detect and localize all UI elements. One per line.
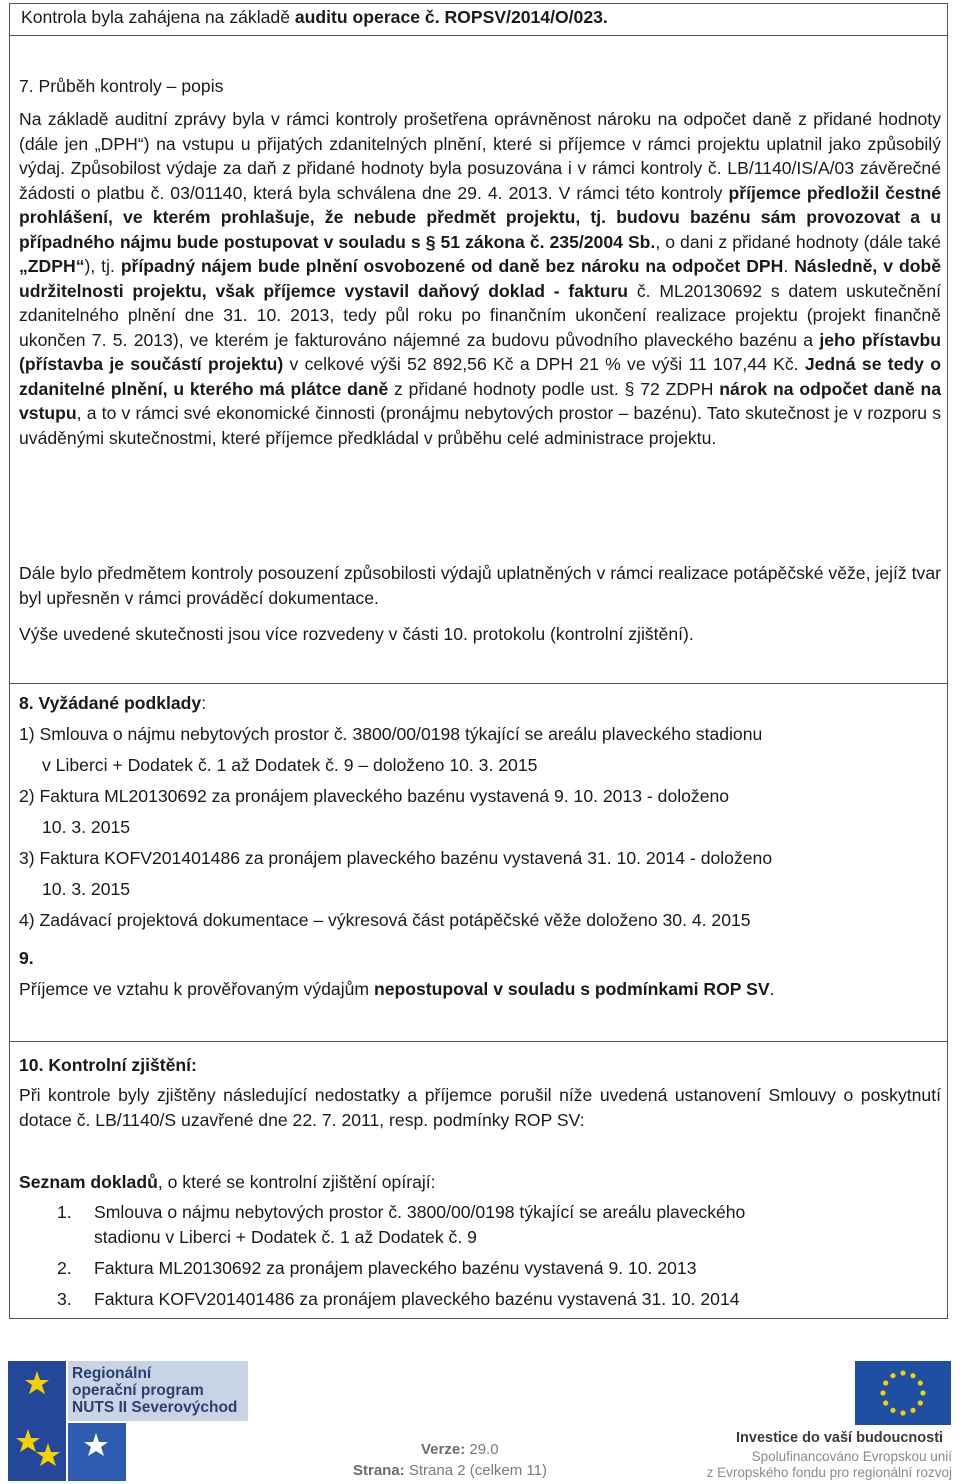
footer-version-value: 29.0 — [469, 1441, 499, 1458]
section-7-paragraph-1-run: případný nájem bude plnění osvobozené od daně bez nároku na odpočet DPH — [120, 256, 784, 276]
section-7-title: 7. Průběh kontroly – popis — [19, 76, 224, 96]
evidence-item-1-line-2: stadionu v Liberci + Dodatek č. 1 až Dodatek č. 9 — [94, 1227, 477, 1247]
section-7-paragraph-1-run: „ZDPH“ — [19, 256, 85, 276]
section-9-text — [19, 977, 774, 1001]
section-7-paragraph-1-run: Následně, v době udržitelnosti projektu, však příjemce vystavil daňový doklad - fakturu — [19, 256, 941, 301]
section-8-title-bold: 8. Vyžádané podklady — [19, 693, 202, 713]
section-7-paragraph-1-run: , a to v rámci své ekonomické činnosti (pronájmu nebytových prostor – bazénu). Tato skutečnost je v rozporu s uváděnými skutečnostmi, které příjemce předkládal v průběhu celé administrace projektu. — [19, 403, 941, 448]
doc-item-3-line-2: 10. 3. 2015 — [42, 879, 131, 899]
doc-item-2-line-1: 2) Faktura ML20130692 za pronájem plaveckého bazénu vystavená 9. 10. 2013 - doloženo — [19, 786, 730, 806]
section-7-paragraph-1 — [19, 107, 941, 450]
section-10-title — [19, 1053, 197, 1077]
doc-item-1-line-2: v Liberci + Dodatek č. 1 až Dodatek č. 9 – doloženo 10. 3. 2015 — [42, 755, 538, 775]
eu-text-line-1: Spolufinancováno Evropskou unií — [751, 1449, 952, 1464]
section-7-paragraph-1-run: z přidané hodnoty podle ust. § 72 ZDPH — [388, 378, 720, 399]
footer-page-value: Strana 2 (celkem 11) — [408, 1462, 547, 1479]
evidence-item-3-line-1: Faktura KOFV201401486 za pronájem plaveckého bazénu vystavená 31. 10. 2014 — [94, 1289, 740, 1309]
rop-logo-text-line-1: Regionální — [72, 1365, 152, 1382]
section-7-paragraph-3: Výše uvedené skutečnosti jsou více rozvedeny v části 10. protokolu (kontrolní zjištění). — [19, 624, 694, 644]
section-8-title-rest: : — [201, 693, 207, 713]
section-7-paragraph-2: Dále bylo předmětem kontroly posouzení způsobilosti výdajů uplatněných v rámci realizace potápěčské věže, jejíž tvar byl upřesněn v rámci prováděcí dokumentace. — [19, 563, 941, 608]
evidence-item-1-line-1: Smlouva o nájmu nebytových prostor č. 3800/00/0198 týkající se areálu plaveckého — [94, 1202, 746, 1222]
rop-logo — [8, 1361, 248, 1481]
section-10-list-title — [19, 1170, 436, 1194]
section-10-title-text: 10. Kontrolní zjištění: — [19, 1055, 197, 1075]
rop-logo-text — [72, 1365, 237, 1416]
doc-item-4-line-1: 4) Zadávací projektová dokumentace – výkresová část potápěčské věže doloženo 30. 4. 2015 — [19, 910, 751, 930]
section-10-list-title-rest: , o které se kontrolní zjištění opírají: — [157, 1172, 436, 1192]
footer-page — [353, 1462, 547, 1479]
section-7-paragraph-1-run: Na základě auditní zprávy byla v rámci kontroly prošetřena oprávněnost nároku na odpočet daně z přidané hodnoty (dále jen „DPH“) na vstupu u přijatých zdanitelných plnění, které si příjemce v rámci projektu uplatnil jako způsobilý výdaj. Způsobilost výdaje za daň z přidané hodnoty byla posuzována i v rámci kontroly č. LB/1140/IS/A/03 závěrečné žádosti o platbu č. 03/01140, která byla schválena dne 29. 4. 2013. V rámci této kontroly — [19, 109, 941, 203]
section-9-title — [19, 946, 34, 970]
section-7-paragraph-1-run: jeho přístavbu (přístavba je součástí projektu) — [19, 329, 941, 374]
section-9-text-suffix: . — [769, 979, 775, 999]
evidence-item-2-number: 2. — [57, 1258, 72, 1278]
section-7-paragraph-1-run: v celkové výši 52 892,56 Kč a DPH 21 % ve výši 11 107,44 Kč. — [283, 354, 805, 374]
evidence-item-1-number: 1. — [57, 1202, 72, 1222]
rop-logo-text-line-2: operační program — [72, 1382, 204, 1399]
footer-version-label: Verze: — [421, 1441, 466, 1458]
eu-text — [696, 1449, 952, 1481]
rop-logo-text-line-3: NUTS II Severovýchod — [72, 1399, 238, 1416]
section-10-paragraph-1: Při kontrole byly zjištěny následující nedostatky a příjemce porušil níže uvedená ustanovení Smlouvy o poskytnutí dotace č. LB/1140/S uzavřené dne 22. 7. 2011, resp. podmínky ROP SV: — [19, 1085, 941, 1130]
header-line-bold: auditu operace č. ROPSV/2014/O/023. — [294, 7, 608, 27]
eu-logo — [690, 1361, 955, 1483]
section-7-paragraph-1-run: nárok na odpočet daně na vstupu — [19, 378, 941, 423]
eu-flag-icon — [855, 1361, 951, 1425]
evidence-item-3-number: 3. — [57, 1289, 72, 1309]
header-line-prefix: Kontrola byla zahájena na základě — [21, 7, 295, 27]
section-9-title-text: 9. — [19, 948, 34, 968]
footer-page-label: Strana: — [353, 1462, 405, 1479]
section-7-paragraph-1-run: příjemce předložil čestné prohlášení, ve kterém prohlašuje, že nebude předmět projektu, tj. budovu bazénu sám provozovat a u případného nájmu bude postupovat v souladu s § 51 zákona č. 235/2004 Sb. — [19, 182, 941, 252]
section-7-paragraph-1-run: , o dani z přidané hodnoty (dále také — [655, 231, 941, 252]
header-line — [21, 5, 608, 29]
section-10-list-title-bold: Seznam dokladů — [19, 1172, 158, 1192]
evidence-item-2-line-1: Faktura ML20130692 za pronájem plaveckého bazénu vystavená 9. 10. 2013 — [94, 1258, 697, 1278]
doc-item-3-line-1: 3) Faktura KOFV201401486 za pronájem plaveckého bazénu vystavená 31. 10. 2014 - doloženo — [19, 848, 773, 868]
doc-item-1-line-1: 1) Smlouva o nájmu nebytových prostor č. 3800/00/0198 týkající se areálu plaveckého stadionu — [19, 724, 763, 744]
doc-item-2-line-2: 10. 3. 2015 — [42, 817, 131, 837]
section-7-paragraph-1-run: Jedná se tedy o zdanitelné plnění, u kterého má plátce daně — [19, 354, 941, 399]
section-9-text-prefix: Příjemce ve vztahu k prověřovaným výdajům — [19, 979, 374, 999]
footer-version — [421, 1441, 499, 1458]
section-7-paragraph-1-run: . — [783, 256, 795, 276]
section-9-text-bold: nepostupoval v souladu s podmínkami ROP SV — [373, 979, 770, 999]
eu-text-line-2: z Evropského fondu pro regionální rozvoj — [706, 1465, 952, 1480]
section-8-title — [19, 691, 206, 715]
eu-slogan: Investice do vaší budoucnosti — [736, 1430, 944, 1446]
section-7-paragraph-1-run: č. ML20130692 s datem uskutečnění zdanitelného plnění dne 31. 10. 2013, tedy půl roku po finančním ukončení realizace projektu (projekt finančně ukončen 7. 5. 2013), ve kterém je fakturováno nájemné za budovu původního plaveckého bazénu a — [19, 280, 941, 350]
section-7-paragraph-1-run: ), tj. — [84, 256, 121, 276]
